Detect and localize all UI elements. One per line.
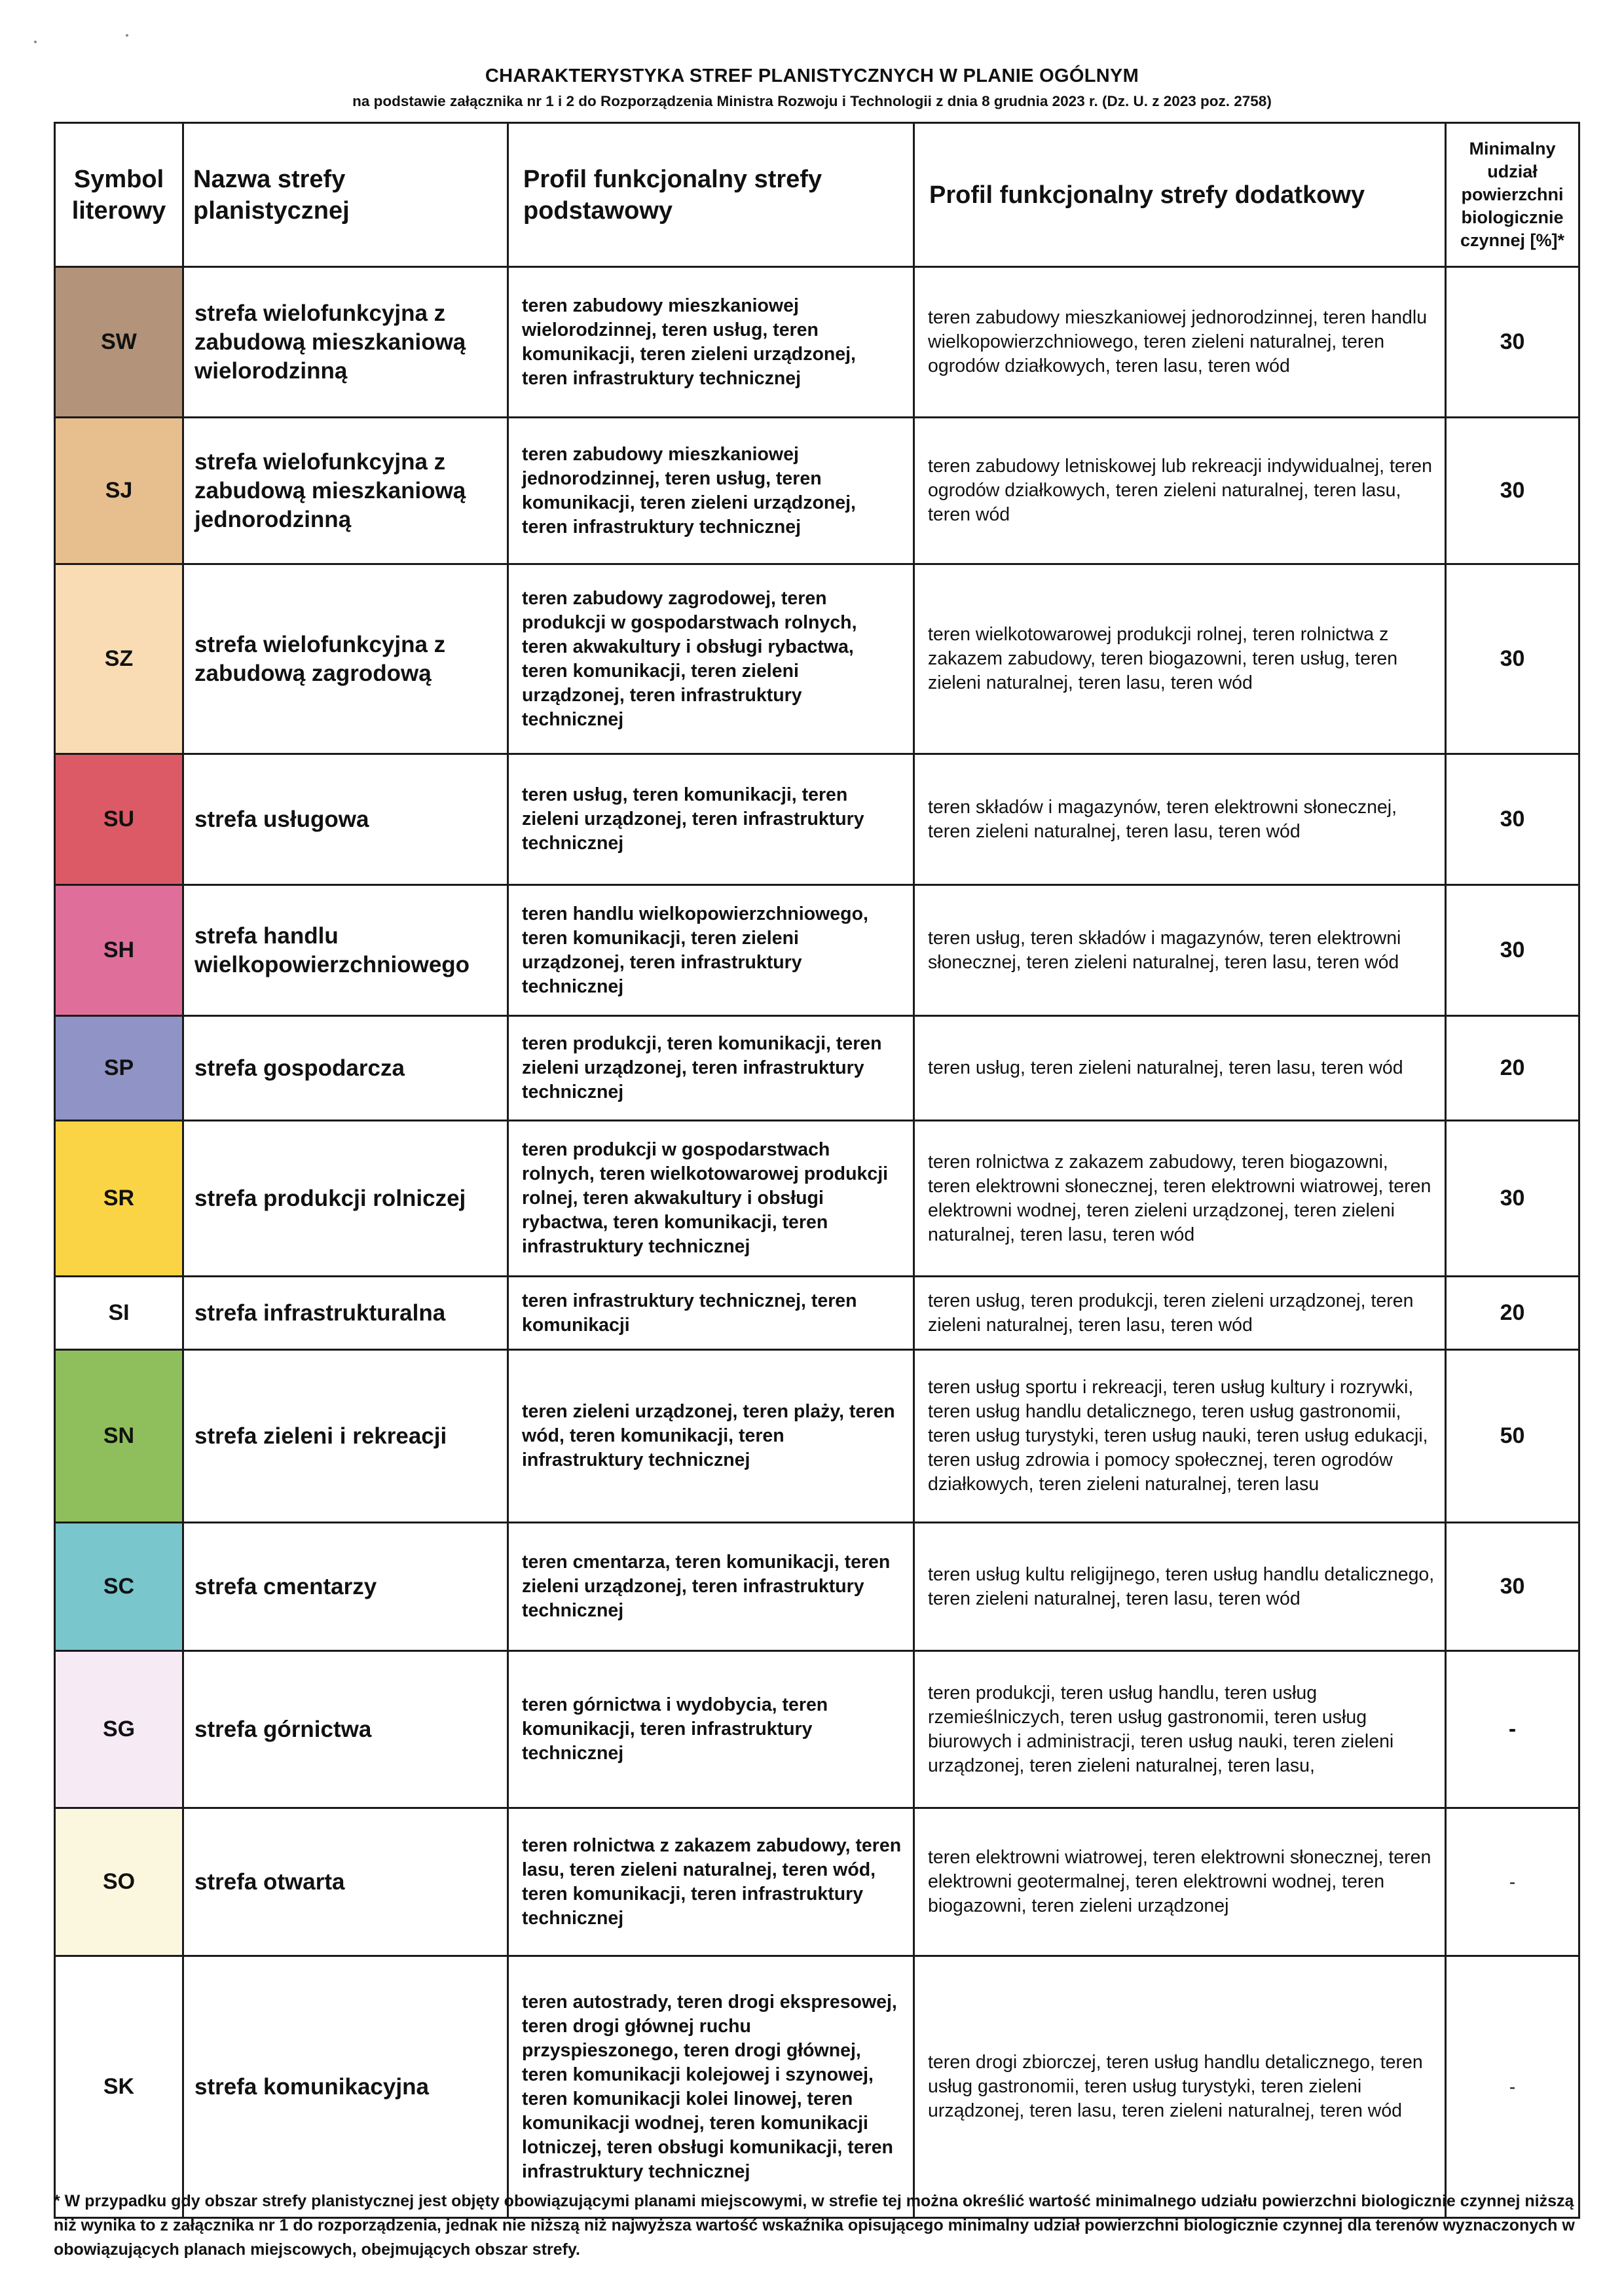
zone-min-bio: 30 <box>1446 1121 1579 1277</box>
zone-symbol: SO <box>55 1808 183 1956</box>
zone-symbol: SN <box>55 1350 183 1523</box>
zone-basic-profile: teren usług, teren komunikacji, teren zieleni urządzonej, teren infrastruktury technicznej <box>508 754 914 885</box>
zone-name: strefa produkcji rolniczej <box>183 1121 508 1277</box>
table-row <box>55 1523 1579 1651</box>
zone-min-bio: 30 <box>1446 564 1579 754</box>
table-row <box>55 1277 1579 1350</box>
footnote: * W przypadku gdy obszar strefy planistycznej jest objęty obowiązującymi planami miejscowymi, w strefie tej można określić wartość minimalnego udziału powierzchni biologicznie czynnej niższą niż wynika to z załącznika nr 1 do rozporządzenia, jednak nie niższą niż najwyższa wartość wskaźnika opisującego minimalny udział powierzchni biologicznie czynnej dla terenów wyznaczonych w obowiązujących planach miejscowych, obejmujących obszar strefy. <box>54 2192 1575 2259</box>
zone-extra-profile: teren elektrowni wiatrowej, teren elektrowni słonecznej, teren elektrowni geotermalnej, teren elektrowni wodnej, teren biogazowni, teren zieleni urządzonej <box>914 1808 1446 1956</box>
zone-basic-profile: teren autostrady, teren drogi ekspresowej, teren drogi głównej ruchu przyspieszonego, teren drogi głównej, teren komunikacji kolejowej i szynowej, teren komunikacji kolei linowej, teren komunikacji wodnej, teren komunikacji lotniczej, teren obsługi komunikacji, teren infrastruktury technicznej <box>508 1956 914 2218</box>
zone-min-bio: 30 <box>1446 418 1579 564</box>
header-symbol: Symbol literowy <box>55 123 183 267</box>
zone-symbol: SZ <box>55 564 183 754</box>
table-row <box>55 418 1579 564</box>
zone-basic-profile: teren produkcji, teren komunikacji, teren zieleni urządzonej, teren infrastruktury technicznej <box>508 1016 914 1121</box>
zone-name: strefa wielofunkcyjna z zabudową mieszkaniową jednorodzinną <box>183 418 508 564</box>
scan-dot <box>34 41 37 43</box>
header-name: Nazwa strefy planistycznej <box>183 123 508 267</box>
zone-min-bio: - <box>1446 1808 1579 1956</box>
header-min-bio: Minimalny udział powierzchni biologicznie czynnej [%]* <box>1446 123 1579 267</box>
table-row <box>55 1956 1579 2218</box>
table-body <box>55 267 1579 2218</box>
zone-extra-profile: teren produkcji, teren usług handlu, teren usług rzemieślniczych, teren usług gastronomii, teren usług biurowych i administracji, teren usług nauki, teren zieleni urządzonej, teren zieleni naturalnej, teren lasu, <box>914 1651 1446 1808</box>
zone-basic-profile: teren handlu wielkopowierzchniowego, teren komunikacji, teren zieleni urządzonej, teren infrastruktury technicznej <box>508 885 914 1016</box>
zone-symbol: SK <box>55 1956 183 2218</box>
table-row <box>55 1121 1579 1277</box>
zone-basic-profile: teren zieleni urządzonej, teren plaży, teren wód, teren komunikacji, teren infrastruktury technicznej <box>508 1350 914 1523</box>
table-row <box>55 754 1579 885</box>
zone-extra-profile: teren zabudowy letniskowej lub rekreacji indywidualnej, teren ogrodów działkowych, teren zieleni naturalnej, teren lasu, teren wód <box>914 418 1446 564</box>
table-row <box>55 267 1579 418</box>
zone-symbol: SG <box>55 1651 183 1808</box>
zone-name: strefa infrastrukturalna <box>183 1277 508 1350</box>
zone-basic-profile: teren zabudowy zagrodowej, teren produkcji w gospodarstwach rolnych, teren akwakultury i obsługi rybactwa, teren komunikacji, teren zieleni urządzonej, teren infrastruktury technicznej <box>508 564 914 754</box>
zones-table <box>54 122 1580 2219</box>
zone-extra-profile: teren rolnictwa z zakazem zabudowy, teren biogazowni, teren elektrowni słonecznej, teren elektrowni wiatrowej, teren elektrowni wodnej, teren zieleni urządzonej, teren zieleni naturalnej, teren lasu, teren wód <box>914 1121 1446 1277</box>
zone-name: strefa wielofunkcyjna z zabudową zagrodową <box>183 564 508 754</box>
zone-basic-profile: teren produkcji w gospodarstwach rolnych, teren wielkotowarowej produkcji rolnej, teren akwakultury i obsługi rybactwa, teren komunikacji, teren infrastruktury technicznej <box>508 1121 914 1277</box>
zone-basic-profile: teren górnictwa i wydobycia, teren komunikacji, teren infrastruktury technicznej <box>508 1651 914 1808</box>
zone-name: strefa handlu wielkopowierzchniowego <box>183 885 508 1016</box>
zone-min-bio: - <box>1446 1651 1579 1808</box>
table-row <box>55 1808 1579 1956</box>
zone-extra-profile: teren usług, teren zieleni naturalnej, teren lasu, teren wód <box>914 1016 1446 1121</box>
document-subtitle: na podstawie załącznika nr 1 i 2 do Rozporządzenia Ministra Rozwoju i Technologii z dnia 8 grudnia 2023 r. (Dz. U. z 2023 poz. 2758) <box>352 93 1272 109</box>
zone-symbol: SW <box>55 267 183 418</box>
header-basic-profile: Profil funkcjonalny strefy podstawowy <box>508 123 914 267</box>
zone-extra-profile: teren składów i magazynów, teren elektrowni słonecznej, teren zieleni naturalnej, teren lasu, teren wód <box>914 754 1446 885</box>
zone-min-bio: 50 <box>1446 1350 1579 1523</box>
zone-min-bio: 30 <box>1446 885 1579 1016</box>
zone-min-bio: 20 <box>1446 1277 1579 1350</box>
zone-extra-profile: teren usług sportu i rekreacji, teren usług kultury i rozrywki, teren usług handlu detalicznego, teren usług gastronomii, teren usług turystyki, teren usług nauki, teren usług edukacji, teren usług zdrowia i pomocy społecznej, teren ogrodów działkowych, teren zieleni naturalnej, teren lasu <box>914 1350 1446 1523</box>
zone-name: strefa wielofunkcyjna z zabudową mieszkaniową wielorodzinną <box>183 267 508 418</box>
zone-extra-profile: teren zabudowy mieszkaniowej jednorodzinnej, teren handlu wielkopowierzchniowego, teren zieleni naturalnej, teren ogrodów działkowych, teren lasu, teren wód <box>914 267 1446 418</box>
zone-symbol: SU <box>55 754 183 885</box>
table-row <box>55 564 1579 754</box>
table-row <box>55 1016 1579 1121</box>
zone-basic-profile: teren cmentarza, teren komunikacji, teren zieleni urządzonej, teren infrastruktury technicznej <box>508 1523 914 1651</box>
zone-min-bio: 30 <box>1446 1523 1579 1651</box>
zone-symbol: SJ <box>55 418 183 564</box>
header-extra-profile: Profil funkcjonalny strefy dodatkowy <box>914 123 1446 267</box>
table-row <box>55 1350 1579 1523</box>
zone-basic-profile: teren rolnictwa z zakazem zabudowy, teren lasu, teren zieleni naturalnej, teren wód, teren komunikacji, teren infrastruktury technicznej <box>508 1808 914 1956</box>
zone-basic-profile: teren zabudowy mieszkaniowej jednorodzinnej, teren usług, teren komunikacji, teren zieleni urządzonej, teren infrastruktury technicznej <box>508 418 914 564</box>
zone-min-bio: 30 <box>1446 754 1579 885</box>
table-row <box>55 885 1579 1016</box>
zone-symbol: SC <box>55 1523 183 1651</box>
zone-symbol: SP <box>55 1016 183 1121</box>
zone-extra-profile: teren usług kultu religijnego, teren usług handlu detalicznego, teren zieleni naturalnej, teren lasu, teren wód <box>914 1523 1446 1651</box>
zone-name: strefa otwarta <box>183 1808 508 1956</box>
zone-name: strefa gospodarcza <box>183 1016 508 1121</box>
zone-min-bio: - <box>1446 1956 1579 2218</box>
table-row <box>55 1651 1579 1808</box>
zone-name: strefa górnictwa <box>183 1651 508 1808</box>
zone-name: strefa cmentarzy <box>183 1523 508 1651</box>
scan-dot <box>126 34 128 37</box>
zone-extra-profile: teren drogi zbiorczej, teren usług handlu detalicznego, teren usług gastronomii, teren usług turystyki, teren zieleni urządzonej, teren lasu, teren zieleni naturalnej, teren wód <box>914 1956 1446 2218</box>
zone-symbol: SR <box>55 1121 183 1277</box>
zone-name: strefa zieleni i rekreacji <box>183 1350 508 1523</box>
zone-symbol: SI <box>55 1277 183 1350</box>
zone-min-bio: 20 <box>1446 1016 1579 1121</box>
zone-name: strefa usługowa <box>183 754 508 885</box>
zone-basic-profile: teren zabudowy mieszkaniowej wielorodzinnej, teren usług, teren komunikacji, teren zieleni urządzonej, teren infrastruktury technicznej <box>508 267 914 418</box>
zone-symbol: SH <box>55 885 183 1016</box>
table-header-row <box>55 123 1579 267</box>
zone-extra-profile: teren usług, teren produkcji, teren zieleni urządzonej, teren zieleni naturalnej, teren lasu, teren wód <box>914 1277 1446 1350</box>
zone-extra-profile: teren usług, teren składów i magazynów, teren elektrowni słonecznej, teren zieleni naturalnej, teren lasu, teren wód <box>914 885 1446 1016</box>
zone-name: strefa komunikacyjna <box>183 1956 508 2218</box>
zone-min-bio: 30 <box>1446 267 1579 418</box>
zone-basic-profile: teren infrastruktury technicznej, teren komunikacji <box>508 1277 914 1350</box>
document-title: CHARAKTERYSTYKA STREF PLANISTYCZNYCH W PLANIE OGÓLNYM <box>485 65 1139 86</box>
zone-extra-profile: teren wielkotowarowej produkcji rolnej, teren rolnictwa z zakazem zabudowy, teren biogazowni, teren usług, teren zieleni naturalnej, teren lasu, teren wód <box>914 564 1446 754</box>
